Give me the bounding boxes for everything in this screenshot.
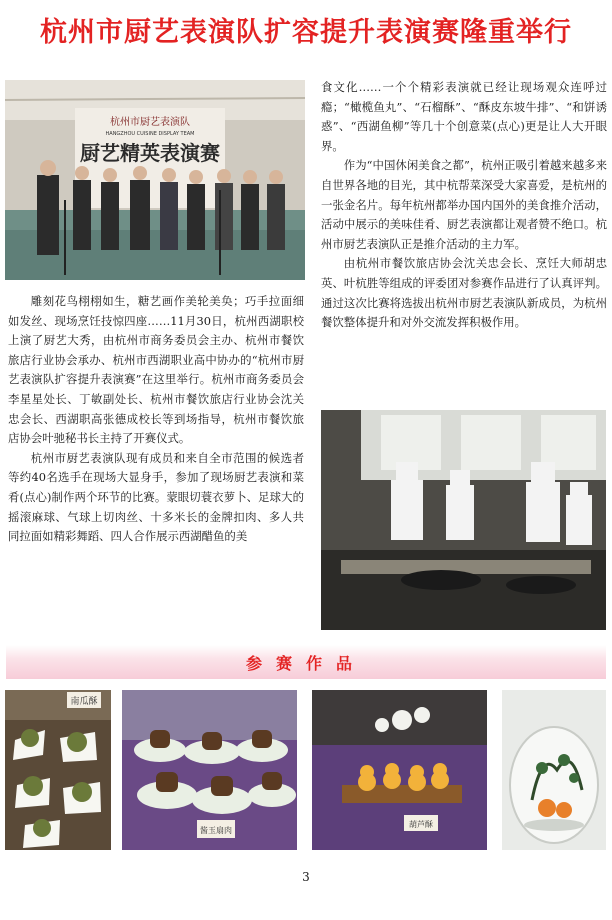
page-number: 3 [302,870,310,884]
ceremony-photo [5,80,305,280]
dish-photo-1 [5,690,111,850]
paragraph: 雕刻花鸟栩栩如生，糖艺画作美轮美奂；巧手拉面细如发丝、现场烹饪技惊四座……11月30日，杭州西湖职校上演了厨艺大秀，由杭州市商务委员会主办、杭州市餐饮旅店行业协会承办、杭州市西湖职业高中协办的“杭州市厨艺表演队扩容提升表演赛”在这里举行。杭州市商务委员会李星星处长、丁敏副处长、杭州市餐饮旅店行业协会沈关忠会长、西湖职高张德成校长等到场指导，杭州市餐饮旅店协会叶驰秘书长主持了开赛仪式。 [8,294,304,446]
article-body-left [8,292,304,547]
paragraph: 杭州市厨艺表演队现有成员和来自全市范围的候选者等约40名选手在现场大显身手，参加了现场厨艺表演和菜肴(点心)制作两个环节的比赛。蒙眼切蓑衣萝卜、足球大的摇滚麻球、气球上切肉丝、十多米长的金牌扣肉、多人共同拉面如精彩舞蹈、四人合作展示西湖醋鱼的美 [8,450,304,544]
paragraph: 作为“中国休闲美食之都”，杭州正吸引着越来越多来自世界各地的目光，其中杭帮菜深受大家喜爱，是杭州的一张金名片。每年杭州都举办国内国外的美食推介活动，活动中展示的美味佳肴、厨艺表演都让观者赞不绝口。杭州市厨艺表演队正是推介活动的主力军。 [321,158,607,251]
banner-title: 杭州市厨艺表演队 [110,117,190,128]
dish-label: 酱玉扇肉 [200,826,232,835]
section-header [6,645,606,679]
paragraph: 食文化……一个个精彩表演就已经让现场观众连呼过瘾；“橄榄鱼丸”、“石榴酥”、“酥皮东坡牛排”、“和饼诱惑”、“西湖鱼柳”等几十个创意菜(点心)更是让人大开眼界。 [321,80,607,153]
dish-label: 南瓜酥 [70,697,98,707]
banner-subtitle: HANGZHOU CUISINE DISPLAY TEAM [105,131,195,137]
dish-photo-2 [122,690,297,850]
section-title: 参赛作品 [245,654,366,673]
paragraph: 由杭州市餐饮旅店协会沈关忠会长、烹饪大师胡忠英、叶杭胜等组成的评委团对参赛作品进行了认真评判。通过这次比赛将选拔出杭州市厨艺表演队新成员，为杭州餐饮整体提升和对外交流发挥积极作用。 [321,256,607,330]
chefs-photo [321,410,606,630]
dish-label: 葫芦酥 [409,820,433,829]
article-body-right [321,78,607,333]
banner-main-text: 厨艺精英表演赛 [80,141,220,165]
dish-photo-3 [312,690,487,850]
article-headline: 杭州市厨艺表演队扩容提升表演赛隆重举行 [40,17,572,48]
dish-photo-4 [502,690,606,850]
